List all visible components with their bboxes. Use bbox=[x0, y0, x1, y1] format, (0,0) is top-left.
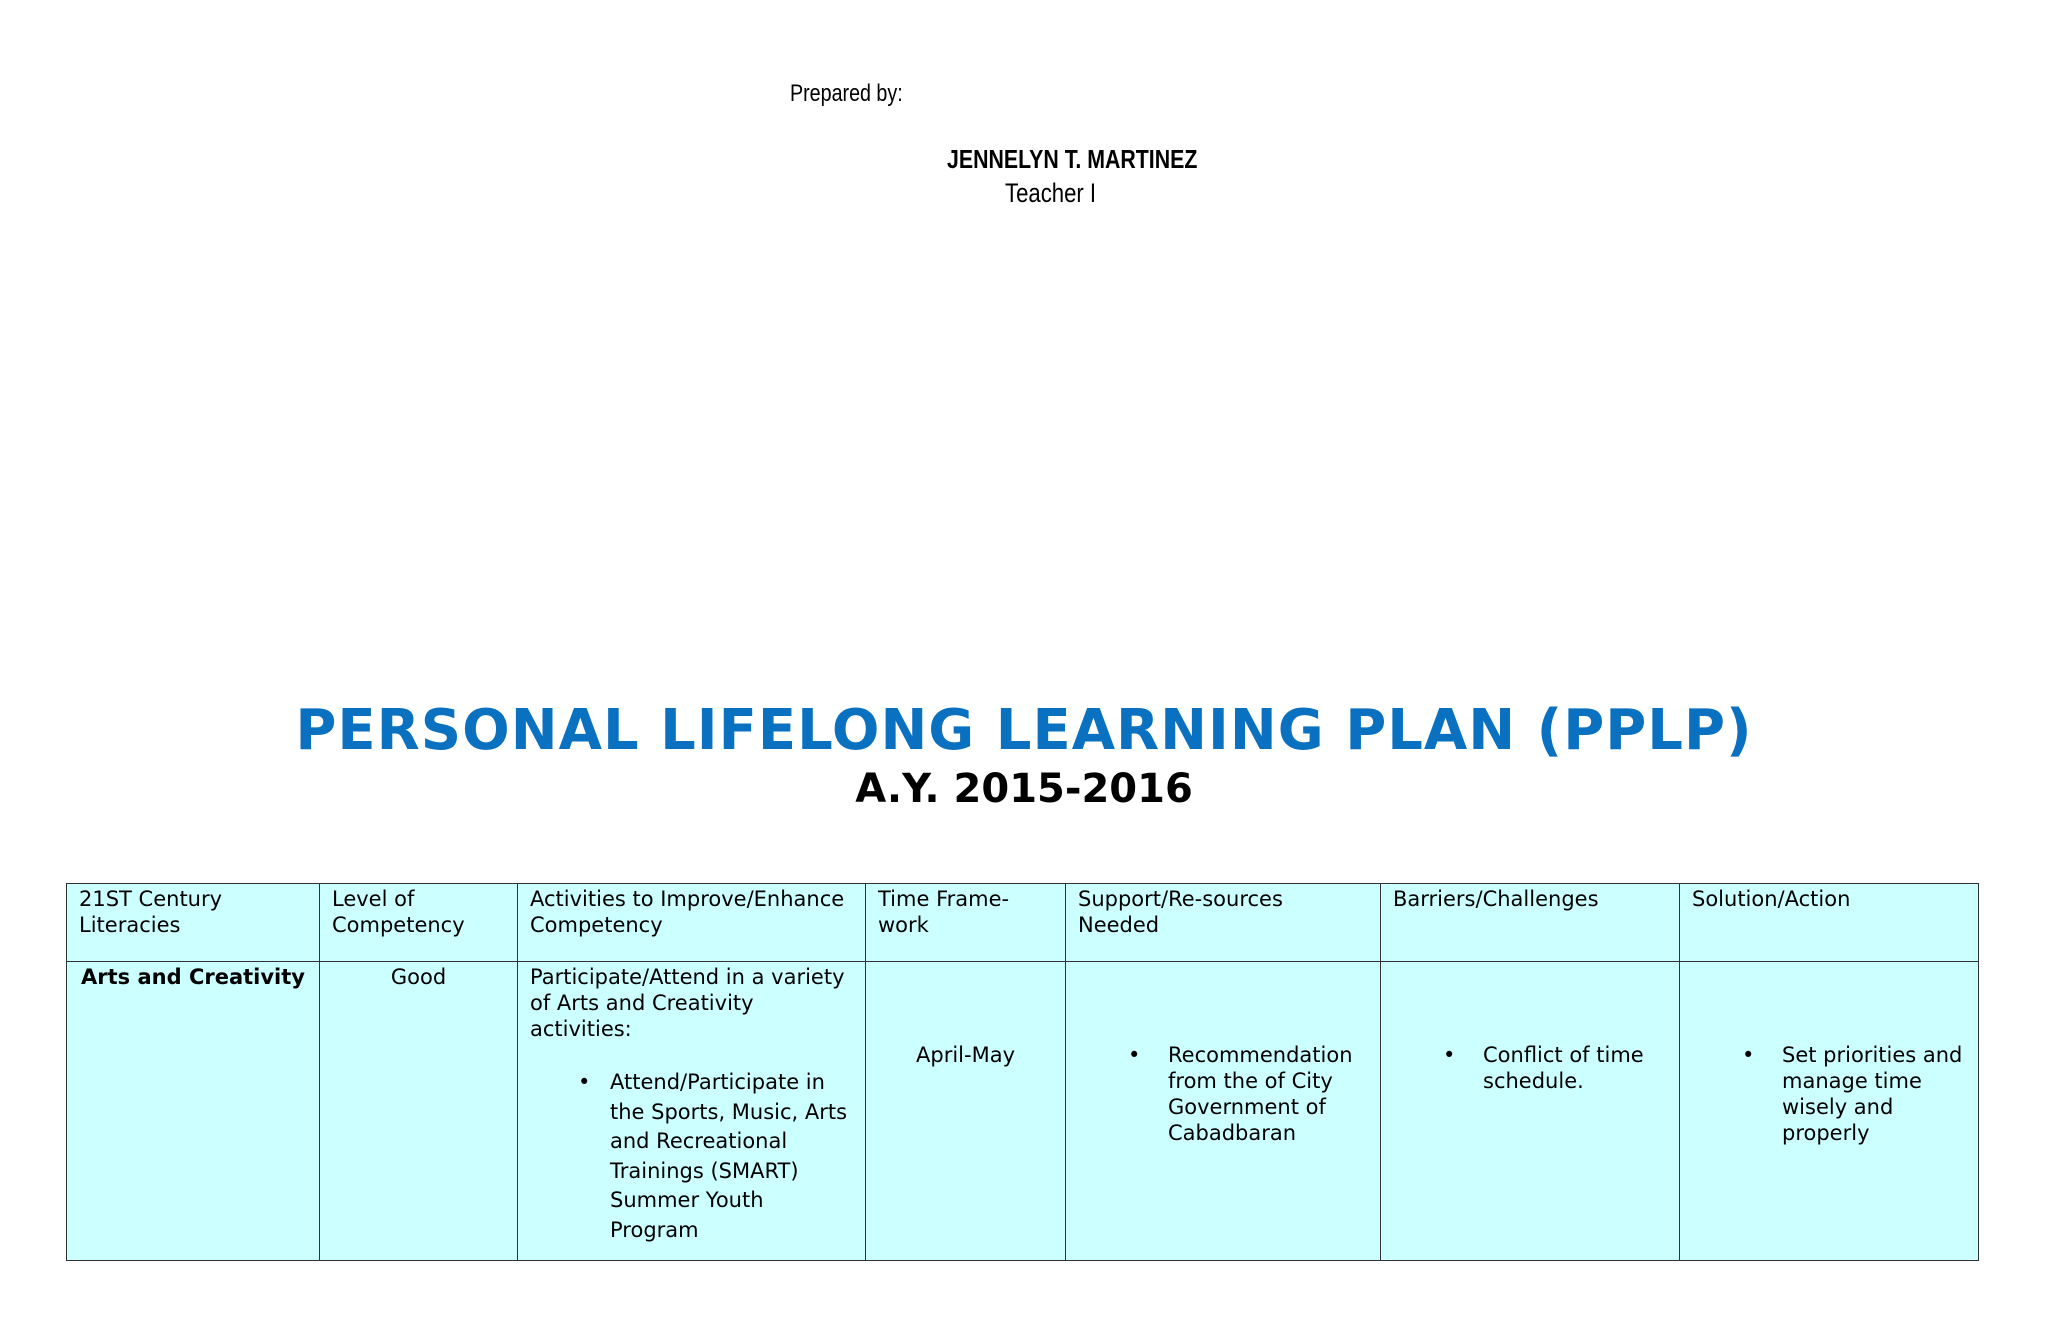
cell-support bbox=[1066, 962, 1381, 1261]
prepared-by-label: Prepared by: bbox=[790, 80, 903, 107]
support-list bbox=[1078, 1042, 1368, 1146]
bullet-icon: • bbox=[578, 1070, 591, 1094]
list-item: • Conflict of time schedule. bbox=[1443, 1043, 1644, 1093]
preparer-position: Teacher I bbox=[1005, 178, 1097, 208]
header-activities: Activities to Improve/Enhance Competency bbox=[518, 884, 866, 962]
cell-activities bbox=[518, 962, 866, 1261]
cell-solution bbox=[1680, 962, 1979, 1261]
document-title: PERSONAL LIFELONG LEARNING PLAN (PPLP) bbox=[295, 698, 1753, 763]
header-solution: Solution/Action bbox=[1680, 884, 1979, 962]
bullet-icon: • bbox=[1128, 1043, 1141, 1067]
solution-list bbox=[1692, 1042, 1966, 1146]
academic-year: A.Y. 2015-2016 bbox=[855, 766, 1193, 812]
list-item: • Recommendation from the of City Government of Cabadbaran bbox=[1128, 1043, 1353, 1145]
cell-literacy: Arts and Creativity bbox=[67, 962, 320, 1261]
time-frame-value: April-May bbox=[916, 1043, 1015, 1067]
bullet-icon: • bbox=[1443, 1043, 1456, 1067]
preparer-name: JENNELYN T. MARTINEZ bbox=[947, 144, 1198, 174]
header-literacies: 21ST Century Literacies bbox=[67, 884, 320, 962]
learning-plan-table bbox=[66, 883, 1979, 1261]
header-support: Support/Re-sources Needed bbox=[1066, 884, 1381, 962]
bullet-icon: • bbox=[1742, 1043, 1755, 1067]
header-level: Level of Competency bbox=[320, 884, 518, 962]
cell-level: Good bbox=[320, 962, 518, 1261]
cell-time-frame bbox=[866, 962, 1066, 1261]
table-header-row bbox=[67, 884, 1979, 962]
barriers-list bbox=[1393, 1042, 1667, 1094]
activities-list bbox=[530, 1068, 853, 1245]
list-item: • Attend/Participate in the Sports, Music, Arts and Recreational Trainings (SMART) Summer Youth Program bbox=[578, 1070, 848, 1242]
header-time-frame: Time Frame-work bbox=[866, 884, 1066, 962]
cell-barriers bbox=[1381, 962, 1680, 1261]
table-row bbox=[67, 962, 1979, 1261]
list-item: • Set priorities and manage time wisely and properly bbox=[1742, 1043, 1963, 1145]
header-barriers: Barriers/Challenges bbox=[1381, 884, 1680, 962]
activities-intro: Participate/Attend in a variety of Arts and Creativity activities: bbox=[530, 965, 845, 1041]
